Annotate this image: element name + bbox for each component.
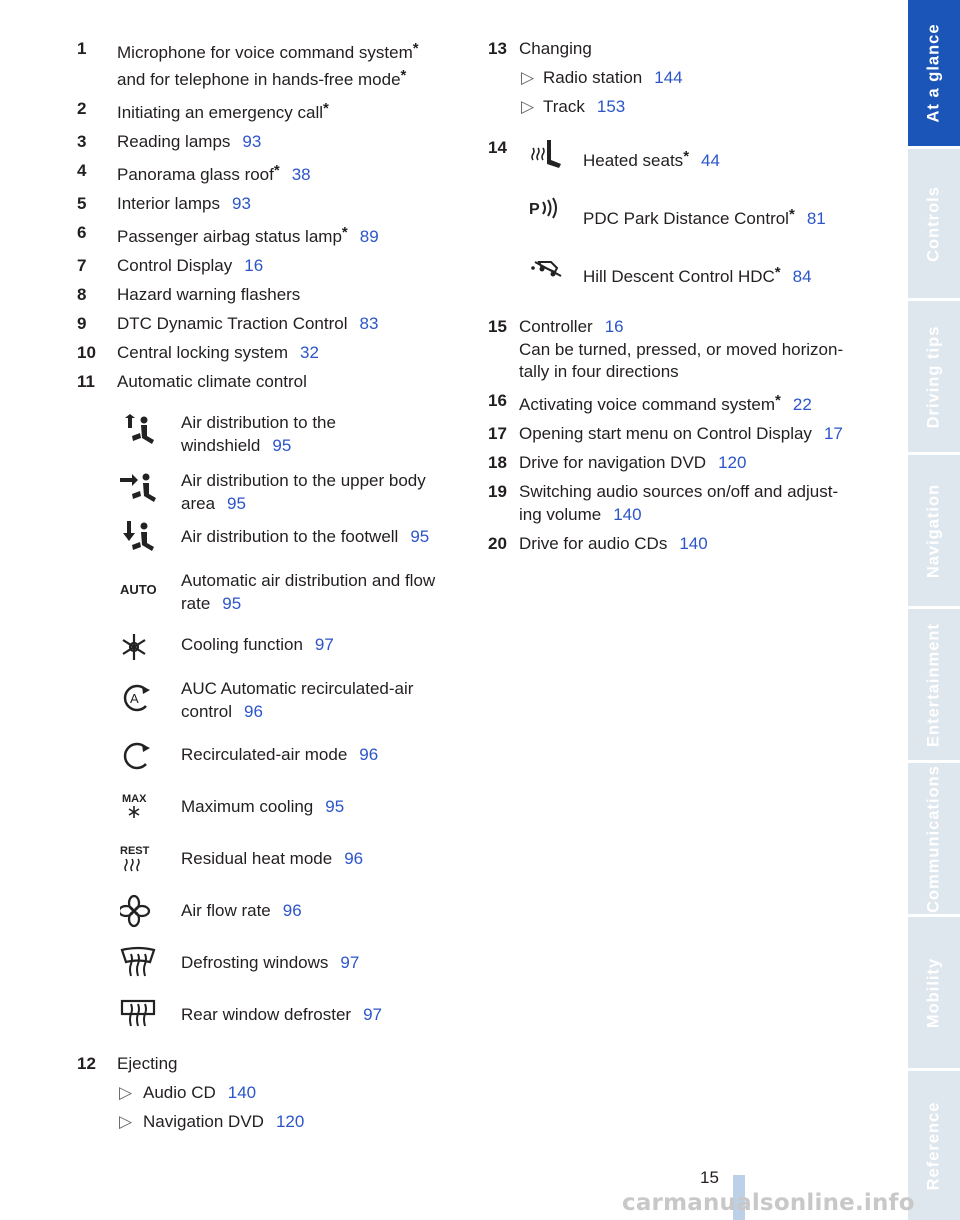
item-text: Switching audio sources on/off and adjust- [519,482,839,501]
climate-text: Maximum cooling [181,797,314,816]
option-star-icon: * [683,148,690,165]
item-text: Panorama glass roof [117,164,274,184]
driving-row [488,254,868,302]
climate-text: control [181,702,233,721]
watermark: carmanualsonline.info [622,1190,915,1216]
sub-item [77,1082,462,1104]
chapter-sidebar [908,0,960,1220]
air-footwell-icon [120,521,160,555]
sub-item-text: Navigation DVD [143,1112,264,1131]
item-text: Control Display [117,255,233,275]
driving-text: PDC Park Distance Control [583,209,789,228]
defrost-icon [120,946,160,980]
climate-row [77,518,462,557]
page-link[interactable]: 83 [359,313,379,333]
climate-row [77,787,462,827]
auc-icon [120,680,160,714]
climate-row [77,411,462,457]
item-number: 13 [488,39,507,58]
page-link[interactable]: 96 [344,849,364,868]
list-item-16 [488,390,868,417]
item-text: Automatic climate control [117,371,307,391]
climate-text: Rear window defroster [181,1005,352,1024]
list-item-3 [77,131,462,154]
climate-text: Automatic air distribution and flow [181,571,436,590]
item-text: Passenger airbag status lamp [117,226,342,246]
page-link[interactable]: 95 [227,494,246,513]
item-text: Can be turned, pressed, or moved horizon- [519,339,844,359]
item-number: 18 [488,453,507,472]
page-link[interactable]: 144 [654,68,683,87]
item-text: Ejecting [117,1054,178,1073]
item-number: 4 [77,160,87,180]
pdc-icon [529,196,569,230]
item-text: Controller [519,317,593,336]
arrow-icon: ▷ [521,97,535,116]
sub-item [488,67,868,89]
page-link[interactable]: 140 [613,504,642,524]
arrow-icon: ▷ [521,68,535,87]
rear-window-defroster-icon [120,998,160,1032]
option-star-icon: * [400,66,407,84]
page-link[interactable]: 17 [823,424,843,443]
climate-row [77,891,462,931]
item-text: ing volume [519,504,602,524]
list-item-1 [77,38,462,91]
list-item-11 [77,371,462,394]
page-link[interactable]: 96 [282,901,302,920]
list-item-6 [77,222,462,249]
item-number: 17 [488,424,507,443]
climate-text: Defrosting windows [181,953,329,972]
list-item-15 [488,316,868,384]
list-item-7 [77,255,462,278]
page-link[interactable]: 32 [300,342,319,362]
climate-text: Residual heat mode [181,849,333,868]
page-link[interactable]: 84 [792,267,812,286]
snowflake-icon [120,630,160,664]
item-number: 1 [77,39,87,58]
climate-table [77,411,462,1035]
sub-item [488,96,868,118]
list-item-17 [488,423,868,446]
item-text: Initiating an emergency call [117,102,324,122]
list-item-4 [77,160,462,187]
option-star-icon: * [774,264,781,281]
item-text: Activating voice command system [519,395,776,414]
option-star-icon: * [341,223,348,241]
list-item-19 [488,481,868,526]
page-link[interactable]: 120 [275,1112,305,1131]
item-text: tally in four directions [519,362,679,381]
list-item-18 [488,452,868,475]
page-link[interactable]: 22 [792,395,812,414]
page-link[interactable]: 16 [604,317,624,336]
item-text: Drive for navigation DVD [519,453,707,472]
item-number: 19 [488,482,507,501]
auto-icon-text: AUTO [120,582,157,597]
page-link[interactable]: 16 [244,255,264,275]
climate-row [77,995,462,1035]
page-link[interactable]: 96 [244,702,263,721]
climate-text: Air distribution to the [181,413,336,432]
climate-row [77,735,462,775]
tab-communications[interactable]: Communications [908,763,960,914]
tab-at-a-glance[interactable]: At a glance [908,0,960,146]
item-text: Hazard warning flashers [117,284,301,304]
climate-text: windshield [181,436,261,455]
item-number: 12 [77,1054,96,1073]
page-link[interactable]: 96 [359,745,379,764]
list-item-5 [77,193,462,216]
page-link[interactable]: 97 [363,1005,382,1024]
page-link[interactable]: 153 [596,97,626,116]
page-link[interactable]: 81 [806,209,826,228]
sub-item-text: Track [543,97,585,116]
item-text: DTC Dynamic Traction Control [117,313,348,333]
tab-driving-tips[interactable]: Driving tips [908,301,960,452]
heated-seat-icon [529,138,569,172]
climate-text: Air distribution to the footwell [181,527,399,546]
tab-navigation[interactable]: Navigation [908,455,960,606]
right-column [488,38,868,562]
arrow-icon: ▷ [119,1112,133,1131]
fan-icon [120,894,160,928]
driving-row [488,196,868,244]
option-star-icon: * [412,40,419,57]
page-link[interactable]: 38 [291,164,311,184]
list-item-8 [77,284,462,307]
tab-mobility[interactable]: Mobility [908,917,960,1068]
page-link[interactable]: 93 [242,131,262,151]
item-number: 9 [77,313,87,333]
option-star-icon: * [273,161,280,179]
climate-text: Air flow rate [181,901,271,920]
page-link[interactable]: 44 [701,151,720,170]
item-number: 3 [77,131,87,151]
page-link[interactable]: 120 [718,453,747,472]
list-item-14 [488,138,868,302]
page-link[interactable]: 140 [679,533,708,553]
list-item-9 [77,313,462,336]
option-star-icon: * [788,206,795,223]
driving-row [488,138,868,186]
page-link[interactable]: 95 [222,594,242,613]
item-number: 5 [77,193,87,213]
max-cooling-icon [120,790,160,824]
item-number: 15 [488,317,507,336]
auto-icon [120,577,160,611]
item-number: 11 [77,371,95,391]
climate-text: Recirculated-air mode [181,745,348,764]
climate-text: Air distribution to the upper body [181,471,426,490]
climate-row [77,469,462,515]
sub-item-text: Audio CD [143,1083,216,1102]
driving-text: Hill Descent Control HDC [583,267,775,286]
tab-reference[interactable]: Reference [908,1071,960,1220]
climate-text: AUC Automatic recirculated-air [181,679,414,698]
sub-item [77,1111,462,1133]
arrow-icon: ▷ [119,1083,133,1102]
list-item-20 [488,533,868,556]
item-number: 8 [77,284,87,304]
item-text: Changing [519,39,592,58]
item-number: 7 [77,255,87,275]
climate-row [77,943,462,983]
hdc-icon [529,254,569,288]
page-link[interactable]: 95 [325,797,345,816]
page-link[interactable]: 97 [340,953,360,972]
item-number: 16 [488,391,507,410]
page-link[interactable]: 95 [410,527,430,546]
air-upper-body-icon [120,472,160,506]
left-column [77,38,462,1140]
page-link[interactable]: 140 [227,1083,257,1102]
tab-controls[interactable]: Controls [908,149,960,298]
recirculation-icon [120,738,160,772]
air-windshield-icon [120,414,160,448]
svg-text:P: P [529,201,540,218]
item-text: Microphone for voice command system [117,43,413,62]
page-link[interactable]: 97 [314,635,334,654]
item-text: Central locking system [117,342,289,362]
item-text: Interior lamps [117,193,220,213]
item-number: 6 [77,222,87,242]
page-link[interactable]: 89 [359,226,379,246]
item-number: 20 [488,533,507,553]
page-link[interactable]: 93 [231,193,251,213]
climate-text: area [181,494,216,513]
climate-row [77,839,462,879]
item-number: 10 [77,342,96,362]
list-item-2 [77,98,462,125]
item-text: Drive for audio CDs [519,533,668,553]
option-star-icon: * [323,99,329,117]
page-number: 15 [700,1168,719,1187]
tab-entertainment[interactable]: Entertainment [908,609,960,760]
item-text: Opening start menu on Control Display [519,424,812,443]
rest-icon [120,842,160,876]
rest-icon-text: REST [120,845,150,857]
list-item-10 [77,342,462,365]
sub-item-text: Radio station [543,68,643,87]
max-icon-text: MAX [122,793,147,805]
climate-text: Cooling function [181,635,303,654]
page-link[interactable]: 95 [272,436,292,455]
item-number: 2 [77,98,87,118]
item-number: 14 [488,138,507,157]
item-text: and for telephone in hands-free mode [117,69,401,89]
option-star-icon: * [775,392,781,409]
climate-row [77,677,462,723]
driving-text: Heated seats [583,151,684,170]
climate-row [77,627,462,665]
list-item-12 [77,1053,462,1076]
item-text: Reading lamps [117,131,231,151]
svg-text:A: A [130,691,139,706]
climate-text: rate [181,594,211,613]
list-item-13 [488,38,868,61]
climate-row [77,569,462,615]
